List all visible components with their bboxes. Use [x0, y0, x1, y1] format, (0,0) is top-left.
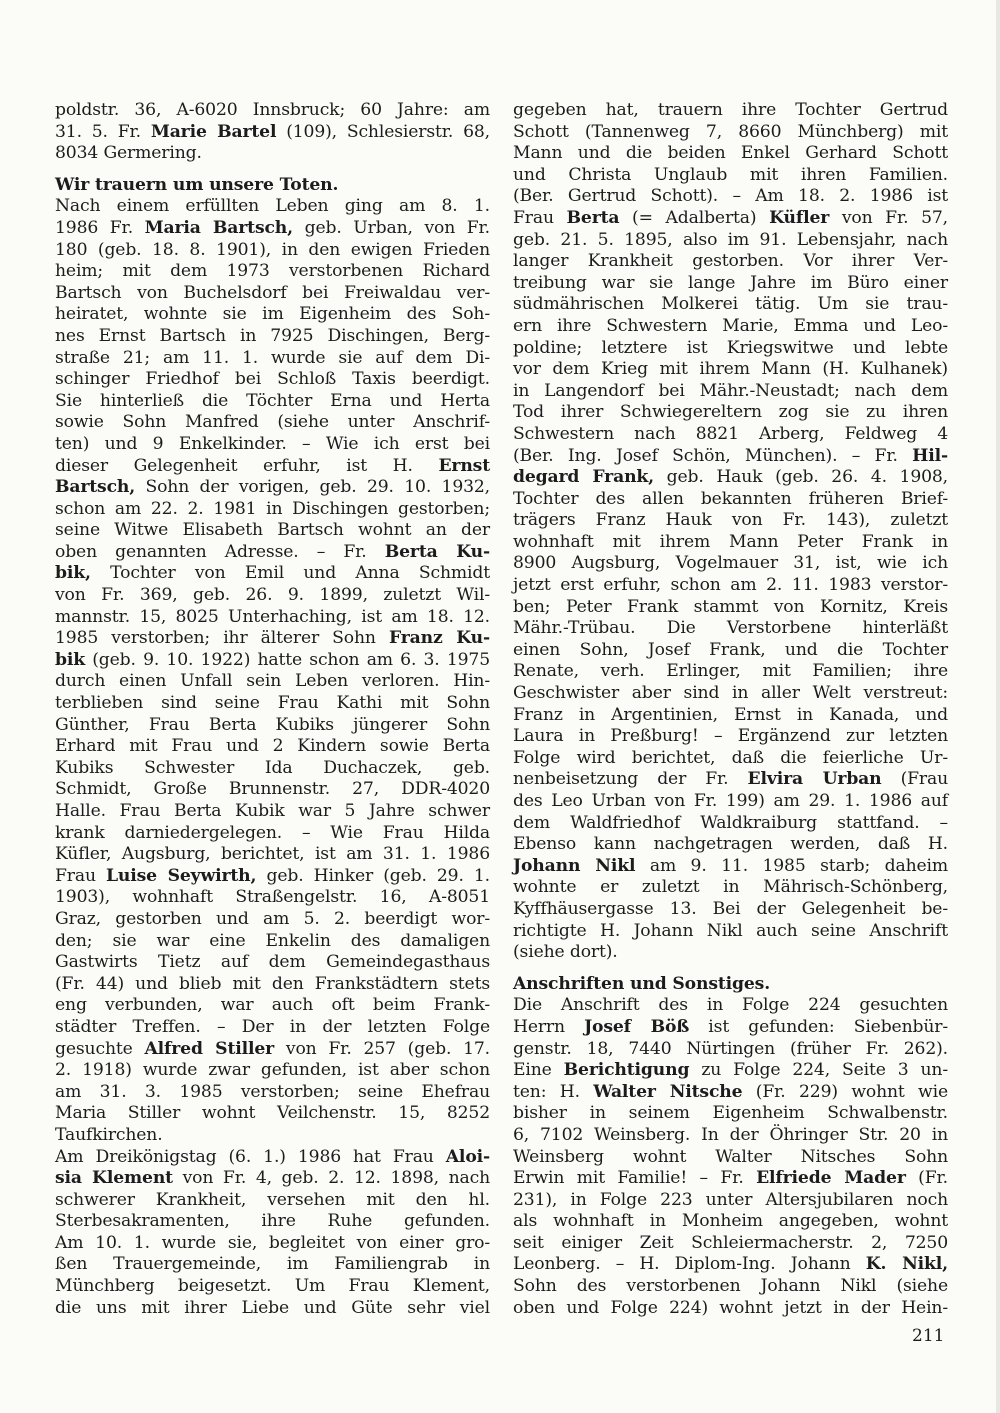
bold-name: K. Nikl,: [865, 1254, 948, 1275]
text-line: [55, 1190, 490, 1212]
text-run: 1985 verstorben; ihr älterer Sohn: [55, 628, 389, 649]
text-run: von Fr. 369, geb. 26. 9. 1899, zuletzt Wil-: [55, 585, 490, 606]
text-line: [55, 283, 490, 305]
text-run: sowie Sohn Manfred (siehe unter Anschrif-: [55, 412, 490, 433]
bold-name: Franz Ku-: [388, 628, 490, 649]
text-line: [55, 758, 490, 780]
text-line: [513, 1190, 948, 1212]
text-line: [513, 921, 948, 943]
text-run: 1903), wohnhaft Straßengelstr. 16, A-8051: [55, 887, 490, 908]
text-run: geb. Urban, von Fr.: [292, 217, 490, 238]
bold-name: Aloi-: [445, 1146, 490, 1167]
section-heading: [55, 175, 490, 197]
text-run: straße 21; am 11. 1. wurde sie auf dem Di-: [55, 347, 490, 368]
text-run: 6, 7102 Weinsberg. In der Öhringer Str. 20 in: [513, 1124, 948, 1145]
text-run: städter Treffen. – Der in der letzten Folge: [55, 1016, 490, 1037]
text-line: [55, 974, 490, 996]
text-run: Renate, verh. Erlinger, mit Familien; ihre: [513, 661, 948, 682]
text-run: Sterbesakramenten, ihre Ruhe gefunden.: [55, 1211, 490, 1232]
text-line: [55, 1147, 490, 1169]
text-run: (109), Schlesierstr. 68,: [276, 121, 490, 142]
text-line: [55, 434, 490, 456]
text-line: [55, 1254, 490, 1276]
text-run: krank darniedergelegen. – Wie Frau Hilda: [55, 822, 490, 843]
text-line: [55, 1082, 490, 1104]
text-run: Kubiks Schwester Ida Duchaczek, geb.: [55, 757, 490, 778]
text-run: seit einiger Zeit Schleiermacherstr. 2, 7250: [513, 1232, 948, 1253]
text-line: [55, 844, 490, 866]
text-line: [513, 705, 948, 727]
text-run: 180 (geb. 18. 8. 1901), in den ewigen Frieden: [55, 239, 490, 260]
text-run: Herrn: [513, 1016, 585, 1037]
text-run: durch einen Unfall sein Leben verloren. Hin-: [55, 671, 490, 692]
text-line: [55, 736, 490, 758]
text-line: [55, 1017, 490, 1039]
text-line: [55, 304, 490, 326]
text-line: [513, 1039, 948, 1061]
text-line: [55, 866, 490, 888]
text-run: poldstr. 36, A-6020 Innsbruck; 60 Jahre: am: [55, 100, 490, 120]
text-line: [513, 575, 948, 597]
text-line: [513, 122, 948, 144]
text-line: [513, 424, 948, 446]
text-line: [513, 856, 948, 878]
bold-name: Berta: [566, 207, 620, 228]
text-run: einen Sohn, Josef Frank, und die Tochter: [513, 639, 948, 660]
text-run: Tochter von Emil und Anna Schmidt: [90, 563, 490, 584]
bold-name: bik,: [55, 563, 91, 584]
text-run: (Frau: [881, 769, 949, 790]
text-run: Sie hinterließ die Töchter Erna und Herta: [55, 390, 490, 411]
text-line: [55, 261, 490, 283]
text-run: Eine: [513, 1060, 564, 1081]
text-run: als wohnhaft in Monheim angegeben, wohnt: [513, 1211, 948, 1232]
bold-name: sia Klement: [55, 1168, 173, 1189]
text-run: Erwin mit Familie! – Fr.: [513, 1168, 757, 1189]
text-line: [513, 338, 948, 360]
text-run: von Fr. 4, geb. 2. 12. 1898, nach: [172, 1168, 491, 1189]
text-run: (geb. 9. 10. 1922) hatte schon am 6. 3. 1975: [85, 649, 490, 670]
text-run: schinger Friedhof bei Schloß Taxis beerdigt.: [55, 369, 490, 390]
text-line: [513, 186, 948, 208]
text-line: [55, 823, 490, 845]
text-run: (Fr. 229) wohnt wie: [742, 1081, 948, 1102]
text-line: [513, 1060, 948, 1082]
page-number: 211: [912, 1326, 945, 1346]
text-line: [513, 251, 948, 273]
bold-name: Maria Bartsch,: [144, 217, 293, 238]
text-line: [513, 1298, 948, 1320]
text-line: [55, 931, 490, 953]
bold-name: Johann Nikl: [513, 855, 636, 876]
bold-name: Josef Böß: [584, 1016, 690, 1037]
text-run: (Fr. 44) und blieb mit den Frankstädtern stets: [55, 973, 490, 994]
text-line: [513, 1147, 948, 1169]
text-line: [55, 499, 490, 521]
text-run: Taufkirchen.: [55, 1124, 163, 1145]
text-run: wohnhaft mit ihrem Mann Peter Frank in: [513, 531, 948, 552]
text-run: Schwestern nach 8821 Arberg, Feldweg 4: [513, 423, 948, 444]
text-line: [55, 1298, 490, 1320]
text-line: [513, 769, 948, 791]
text-run: Am Dreikönigstag (6. 1.) 1986 hat Frau: [55, 1146, 446, 1167]
text-run: Gastwirts Tietz auf dem Gemeindegasthaus: [55, 952, 490, 973]
text-run: mannstr. 15, 8025 Unterhaching, ist am 18. 12.: [55, 606, 490, 627]
bold-name: Wir trauern um unsere Toten.: [55, 174, 339, 195]
text-run: Leonberg. – H. Diplom-Ing. Johann: [513, 1254, 866, 1275]
text-run: gesuchte: [55, 1038, 145, 1059]
text-run: ben; Peter Frank stammt von Kornitz, Kreis: [513, 596, 948, 617]
text-line: [55, 585, 490, 607]
text-line: [55, 477, 490, 499]
text-line: [55, 391, 490, 413]
text-run: (siehe dort).: [513, 942, 618, 963]
text-line: [513, 834, 948, 856]
text-run: Frau: [55, 865, 106, 886]
text-run: Sohn der vorigen, geb. 29. 10. 1932,: [135, 477, 490, 498]
text-line: [513, 1233, 948, 1255]
text-run: geb. Hinker (geb. 29. 1.: [256, 865, 490, 886]
text-line: [513, 791, 948, 813]
text-run: Sohn des verstorbenen Johann Nikl (siehe: [513, 1276, 948, 1297]
text-run: des Leo Urban von Fr. 199) am 29. 1. 1986 auf: [513, 791, 948, 811]
text-run: nes Ernst Bartsch in 7925 Dischingen, Berg-: [55, 325, 490, 346]
text-line: [55, 520, 490, 542]
text-line: [513, 1125, 948, 1147]
text-run: Küfler, Augsburg, berichtet, ist am 31. 1. 1986: [55, 844, 490, 865]
text-run: südmährischen Molkerei tätig. Um sie trau-: [513, 294, 948, 315]
text-run: heim; mit dem 1973 verstorbenen Richard: [55, 261, 490, 282]
text-line: [55, 122, 490, 144]
text-run: trägers Franz Hauk von Fr. 143), zuletzt: [513, 510, 948, 531]
text-line: [513, 100, 948, 122]
text-run: 8900 Augsburg, Vogelmauer 31, ist, wie ich: [513, 553, 948, 574]
bold-name: Bartsch,: [55, 477, 136, 498]
text-run: Nach einem erfüllten Leben ging am 8. 1.: [55, 196, 490, 217]
bold-name: Ernst: [438, 455, 490, 476]
text-line: [55, 218, 490, 240]
text-run: geb. 21. 5. 1895, also im 91. Lebensjahr, nach: [513, 229, 948, 250]
text-run: Tod ihrer Schwiegereltern zog sie zu ihren: [513, 402, 948, 423]
text-run: 231), in Folge 223 unter Altersjubilaren noch: [513, 1189, 948, 1210]
text-line: [55, 909, 490, 931]
text-line: [513, 143, 948, 165]
text-line: [55, 196, 490, 218]
bold-name: Walter Nitsche: [593, 1081, 743, 1102]
text-line: [55, 100, 490, 122]
text-run: ten: H.: [513, 1081, 594, 1102]
text-line: [513, 359, 948, 381]
text-run: vor dem Krieg mit ihrem Mann (H. Kulhanek): [513, 359, 948, 380]
text-line: [55, 715, 490, 737]
text-line: [513, 294, 948, 316]
text-run: (Fr.: [905, 1168, 948, 1189]
text-line: [55, 952, 490, 974]
bold-name: Marie Bartel: [150, 121, 277, 142]
bold-name: Elfriede Mader: [756, 1168, 906, 1189]
text-run: heiratet, wohnte sie im Eigenheim des Soh-: [55, 304, 490, 325]
text-line: [55, 801, 490, 823]
text-run: Die Anschrift des in Folge 224 gesuchten: [513, 995, 948, 1016]
bold-name: bik: [55, 649, 86, 670]
text-line: [55, 348, 490, 370]
text-run: dem Waldfriedhof Waldkraiburg stattfand. –: [513, 812, 948, 833]
text-run: Halle. Frau Berta Kubik war 5 Jahre schwer: [55, 801, 490, 821]
text-line: [513, 1082, 948, 1104]
text-run: terblieben sind seine Frau Kathi mit Sohn: [55, 693, 490, 714]
text-line: [513, 316, 948, 338]
text-line: [55, 456, 490, 478]
text-line: [55, 1125, 490, 1147]
bold-name: Luise Seywirth,: [105, 865, 257, 886]
text-run: schwerer Krankheit, versehen mit den hl.: [55, 1189, 490, 1210]
text-line: [513, 995, 948, 1017]
text-line: [55, 1233, 490, 1255]
bold-name: Berichtigung: [563, 1060, 690, 1081]
text-run: poldine; letztere ist Kriegswitwe und lebte: [513, 337, 948, 358]
text-run: Münchberg beigesetzt. Um Frau Klement,: [55, 1276, 490, 1297]
text-run: 31. 5. Fr.: [55, 121, 151, 142]
text-run: den; sie war eine Enkelin des damaligen: [55, 930, 490, 951]
text-line: [513, 1276, 948, 1298]
text-run: seine Witwe Elisabeth Bartsch wohnt an der: [55, 520, 490, 541]
text-run: und Christa Unglaub mit ihren Familien.: [513, 164, 948, 185]
text-run: 2. 1918) wurde zwar gefunden, ist aber schon: [55, 1060, 490, 1081]
text-line: [55, 628, 490, 650]
text-run: Geschwister aber sind in aller Welt verstreut:: [513, 683, 948, 704]
text-line: [513, 381, 948, 403]
text-run: Maria Stiller wohnt Veilchenstr. 15, 8252: [55, 1103, 490, 1124]
text-run: Tochter des allen bekannten früheren Brief-: [513, 488, 948, 509]
text-line: [55, 1039, 490, 1061]
text-run: Graz, gestorben und am 5. 2. beerdigt wor-: [55, 908, 490, 929]
text-run: 1986 Fr.: [55, 217, 145, 238]
text-run: (= Adalberta): [619, 207, 770, 228]
text-run: von Fr. 257 (geb. 17.: [274, 1038, 490, 1059]
right-column: [513, 100, 948, 1319]
text-line: [55, 326, 490, 348]
text-run: Weinsberg wohnt Walter Nitsches Sohn: [513, 1146, 948, 1167]
text-run: Franz in Argentinien, Ernst in Kanada, und: [513, 704, 948, 725]
text-line: [55, 542, 490, 564]
text-run: geb. Hauk (geb. 26. 4. 1908,: [654, 467, 948, 488]
text-run: Mann und die beiden Enkel Gerhard Schott: [513, 143, 948, 164]
text-line: [513, 877, 948, 899]
text-line: [513, 813, 948, 835]
text-line: [513, 208, 948, 230]
text-line: [513, 510, 948, 532]
text-run: Erhard mit Frau und 2 Kindern sowie Berta: [55, 736, 490, 757]
text-run: Günther, Frau Berta Kubiks jüngerer Sohn: [55, 714, 490, 735]
text-run: wohnte er zuletzt in Mährisch-Schönberg,: [513, 877, 948, 898]
text-line: [55, 143, 490, 165]
text-line: [513, 683, 948, 705]
text-run: Laura in Preßburg! – Ergänzend zur letzten: [513, 726, 948, 747]
text-line: [513, 1103, 948, 1125]
text-line: [513, 1254, 948, 1276]
text-line: [55, 1060, 490, 1082]
text-run: langer Krankheit gestorben. Vor ihrer Ver-: [513, 251, 948, 272]
text-run: die uns mit ihrer Liebe und Güte sehr viel: [55, 1297, 490, 1318]
text-run: Schmidt, Große Brunnenstr. 27, DDR-4020: [55, 779, 490, 800]
text-line: [55, 650, 490, 672]
text-line: [513, 165, 948, 187]
text-line: [55, 563, 490, 585]
text-run: genstr. 18, 7440 Nürtingen (früher Fr. 262).: [513, 1038, 948, 1059]
bold-name: Alfred Stiller: [144, 1038, 275, 1059]
text-line: [55, 1168, 490, 1190]
text-run: ßen Trauergemeinde, im Familiengrab in: [55, 1254, 490, 1275]
text-run: Bartsch von Buchelsdorf bei Freiwaldau ver-: [55, 282, 490, 303]
text-line: [55, 240, 490, 262]
bold-name: Berta Ku-: [384, 541, 491, 562]
text-line: [513, 230, 948, 252]
text-line: [55, 412, 490, 434]
text-run: Kyffhäusergasse 13. Bei der Gelegenheit be-: [513, 898, 948, 919]
text-run: Folge wird berichtet, daß die feierliche Ur-: [513, 747, 948, 768]
text-line: [55, 1211, 490, 1233]
text-run: richtigte H. Johann Nikl auch seine Anschrift: [513, 920, 948, 941]
text-run: Schott (Tannenweg 7, 8660 Münchberg) mit: [513, 121, 948, 142]
text-run: 8034 Germering.: [55, 143, 202, 164]
text-line: [513, 446, 948, 468]
text-run: von Fr. 57,: [829, 207, 948, 228]
text-run: jetzt erst erfuhr, schon am 2. 11. 1983 verstor-: [513, 575, 948, 596]
text-run: bisher in seinem Eigenheim Schwalbenstr.: [513, 1103, 948, 1124]
bold-name: Küfler: [769, 207, 830, 228]
text-line: [55, 693, 490, 715]
text-run: gegeben hat, trauern ihre Tochter Gertrud: [513, 100, 948, 120]
bold-name: Elvira Urban: [747, 769, 882, 790]
text-line: [513, 726, 948, 748]
text-line: [513, 899, 948, 921]
text-line: [55, 779, 490, 801]
text-run: nenbeisetzung der Fr.: [513, 769, 748, 790]
text-line: [513, 532, 948, 554]
text-line: [513, 402, 948, 424]
text-line: [513, 273, 948, 295]
text-line: [55, 671, 490, 693]
text-run: Ebenso kann nachgetragen werden, daß H.: [513, 834, 948, 855]
text-line: [513, 640, 948, 662]
text-line: [513, 618, 948, 640]
text-line: [55, 887, 490, 909]
text-run: in Langendorf bei Mähr.-Neustadt; nach dem: [513, 380, 948, 401]
bold-name: Anschriften und Sonstiges.: [513, 973, 771, 994]
text-line: [513, 1017, 948, 1039]
text-line: [55, 1103, 490, 1125]
text-run: Mähr.-Trübau. Die Verstorbene hinterläßt: [513, 618, 948, 639]
text-run: (Ber. Ing. Josef Schön, München). – Fr.: [513, 445, 913, 466]
text-run: ist gefunden: Siebenbür-: [689, 1016, 948, 1037]
text-run: ten) und 9 Enkelkinder. – Wie ich erst bei: [55, 433, 490, 454]
text-line: [513, 489, 948, 511]
text-run: (Ber. Gertrud Schott). – Am 18. 2. 1986 ist: [513, 186, 948, 207]
text-run: ern ihre Schwestern Marie, Emma und Leo-: [513, 315, 948, 336]
text-line: [55, 607, 490, 629]
text-run: zu Folge 224, Seite 3 un-: [689, 1060, 948, 1081]
text-line: [55, 995, 490, 1017]
text-run: oben genannten Adresse. – Fr.: [55, 541, 385, 562]
text-line: [55, 369, 490, 391]
text-line: [513, 748, 948, 770]
text-line: [513, 597, 948, 619]
text-run: Frau: [513, 207, 567, 228]
text-run: schon am 22. 2. 1981 in Dischingen gestorben;: [55, 498, 490, 519]
text-line: [513, 661, 948, 683]
text-run: oben und Folge 224) wohnt jetzt in der Hein-: [513, 1297, 948, 1318]
page-edge: [996, 0, 1000, 1413]
text-line: [513, 1211, 948, 1233]
text-run: am 9. 11. 1985 starb; daheim: [635, 855, 949, 876]
text-run: dieser Gelegenheit erfuhr, ist H.: [55, 455, 439, 476]
text-run: am 31. 3. 1985 verstorben; seine Ehefrau: [55, 1081, 490, 1102]
text-run: treibung war sie lange Jahre im Büro einer: [513, 272, 948, 293]
text-line: [513, 942, 948, 964]
bold-name: degard Frank,: [513, 467, 655, 488]
text-run: Am 10. 1. wurde sie, begleitet von einer gro-: [55, 1232, 490, 1253]
text-line: [55, 1276, 490, 1298]
text-line: [513, 1168, 948, 1190]
text-run: eng verbunden, war auch oft beim Frank-: [55, 995, 490, 1016]
bold-name: Hil-: [912, 445, 948, 466]
left-column: [55, 100, 490, 1319]
text-line: [513, 467, 948, 489]
text-line: [513, 553, 948, 575]
section-heading: [513, 974, 948, 996]
